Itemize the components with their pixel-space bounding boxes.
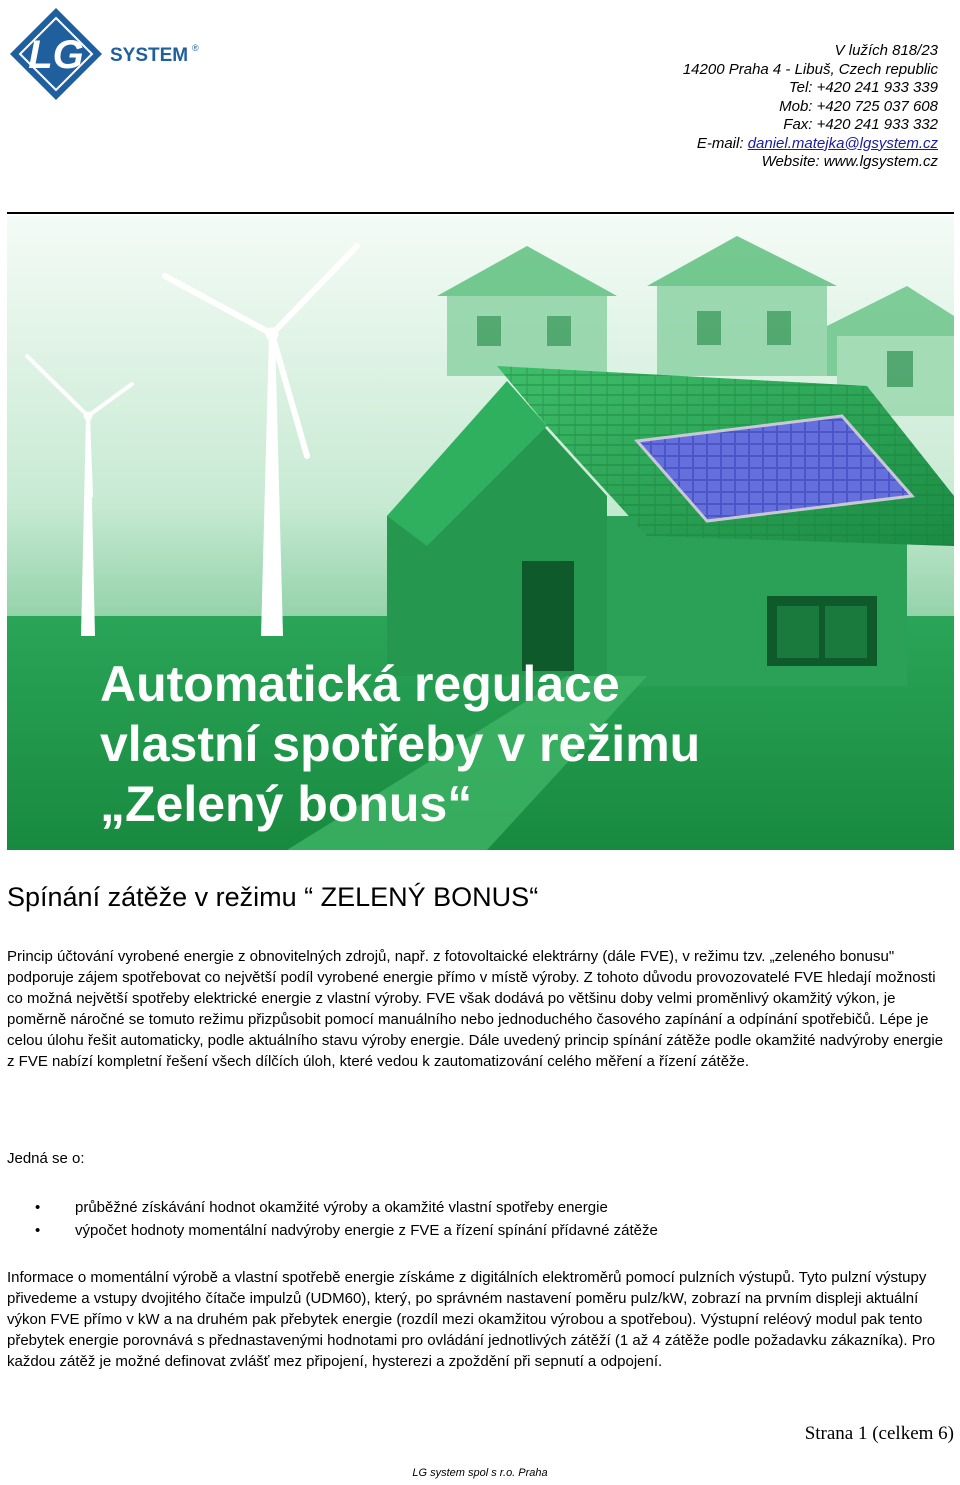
task-list [7,1196,947,1242]
contact-tel: Tel: +420 241 933 339 [788,79,938,96]
page-number: Strana 1 (celkem 6) [804,1423,954,1444]
hero-image [7,216,954,850]
logo-word: SYSTEM [110,45,189,66]
contact-website: Website: www.lgsystem.cz [761,153,938,170]
hero-title-line-1: Automatická regulace [100,656,620,712]
contact-email-link[interactable]: daniel.matejka@lgsystem.cz [747,134,938,152]
contact-city: 14200 Praha 4 - Libuš, Czech republic [682,60,938,78]
bullet-icon: • [35,1222,41,1239]
details-paragraph: Informace o momentální výrobě a vlastní spotřebě energie získáme z digitálních elektroměrů pomocí pulzních výstupů. Tyto pulzní výstupy přivedeme a vstupy dvojitého čítače impulzů (UDM60), který, po správném nastavení poměru pulz/kW, zobrazí na prvním displeji aktuální výkon FVE přímo v kW a na druhém pak přebytek energie (rozdíl mezi okamžitou výrobou a spotřebou). Výstupní reléový modul pak tento přebytek energie porovnává s přednastavenými hodnotami pro ovládání jednotlivých zátěží (1 až 4 zátěže podle požadavku zákazníka). Pro každou zátěž je možné definovat zvlášť mez připojení, hysterezi a zpoždění při sepnutí a odpojení. [7,1269,936,1370]
hero-title-line-3: „Zelený bonus“ [100,776,473,832]
page-footer: LG system spol s r.o. Praha [412,1467,548,1479]
section-title: Spínání zátěže v režimu “ ZELENÝ BONUS“ [7,882,539,912]
header-divider [7,212,954,214]
list-item [7,1196,947,1219]
contact-email-row [683,135,938,154]
logo-registered-mark: ® [192,43,199,53]
lg-system-logo-mark [8,6,208,102]
contact-email-label: E-mail: [696,134,748,152]
contact-mob: Mob: +420 725 037 608 [779,97,938,115]
contact-block [683,42,938,172]
logo-letters: LG [28,33,84,77]
contact-address: V lužích 818/23 [834,42,938,59]
bullet-icon: • [35,1199,41,1216]
list-lead-paragraph: Jedná se o: [7,1150,85,1167]
list-item [7,1219,947,1242]
intro-paragraph: Princip účtování vyrobené energie z obnovitelných zdrojů, např. z fotovoltaické elektrárny (dále FVE), v režimu tzv. „zeleného bonusu" podporuje zájem spotřebovat co největší podíl vyrobené energie přímo v místě výroby. Z tohoto důvodu provozovatelé FVE hledají možnosti co možná největší spotřeby elektrické energie z vlastní výroby. FVE však dodává po většinu doby velmi proměnlivý okamžitý výkon, je poměrně náročné se tomuto režimu přizpůsobit pomocí manuálního nebo jednoduchého časového zapínání a odpínání spotřebičů. Lépe je celou úlohu řešit automaticky, podle aktuálního stavu výroby energie. Dále uvedený princip spínání zátěže podle okamžité nadvýroby energie z FVE nabízí kompletní řešení všech dílčích úloh, které vedou k zautomatizování celého měření a řízení zátěže. [7,948,944,1070]
list-item-text: průběžné získávání hodnot okamžité výroby a okamžité vlastní spotřeby energie [75,1199,608,1216]
company-logo [8,6,208,102]
list-item-text: výpočet hodnoty momentální nadvýroby energie z FVE a řízení spínání přídavné zátěže [75,1222,658,1239]
hero-title-line-2: vlastní spotřeby v režimu [100,716,701,772]
contact-fax: Fax: +420 241 933 332 [783,116,938,133]
